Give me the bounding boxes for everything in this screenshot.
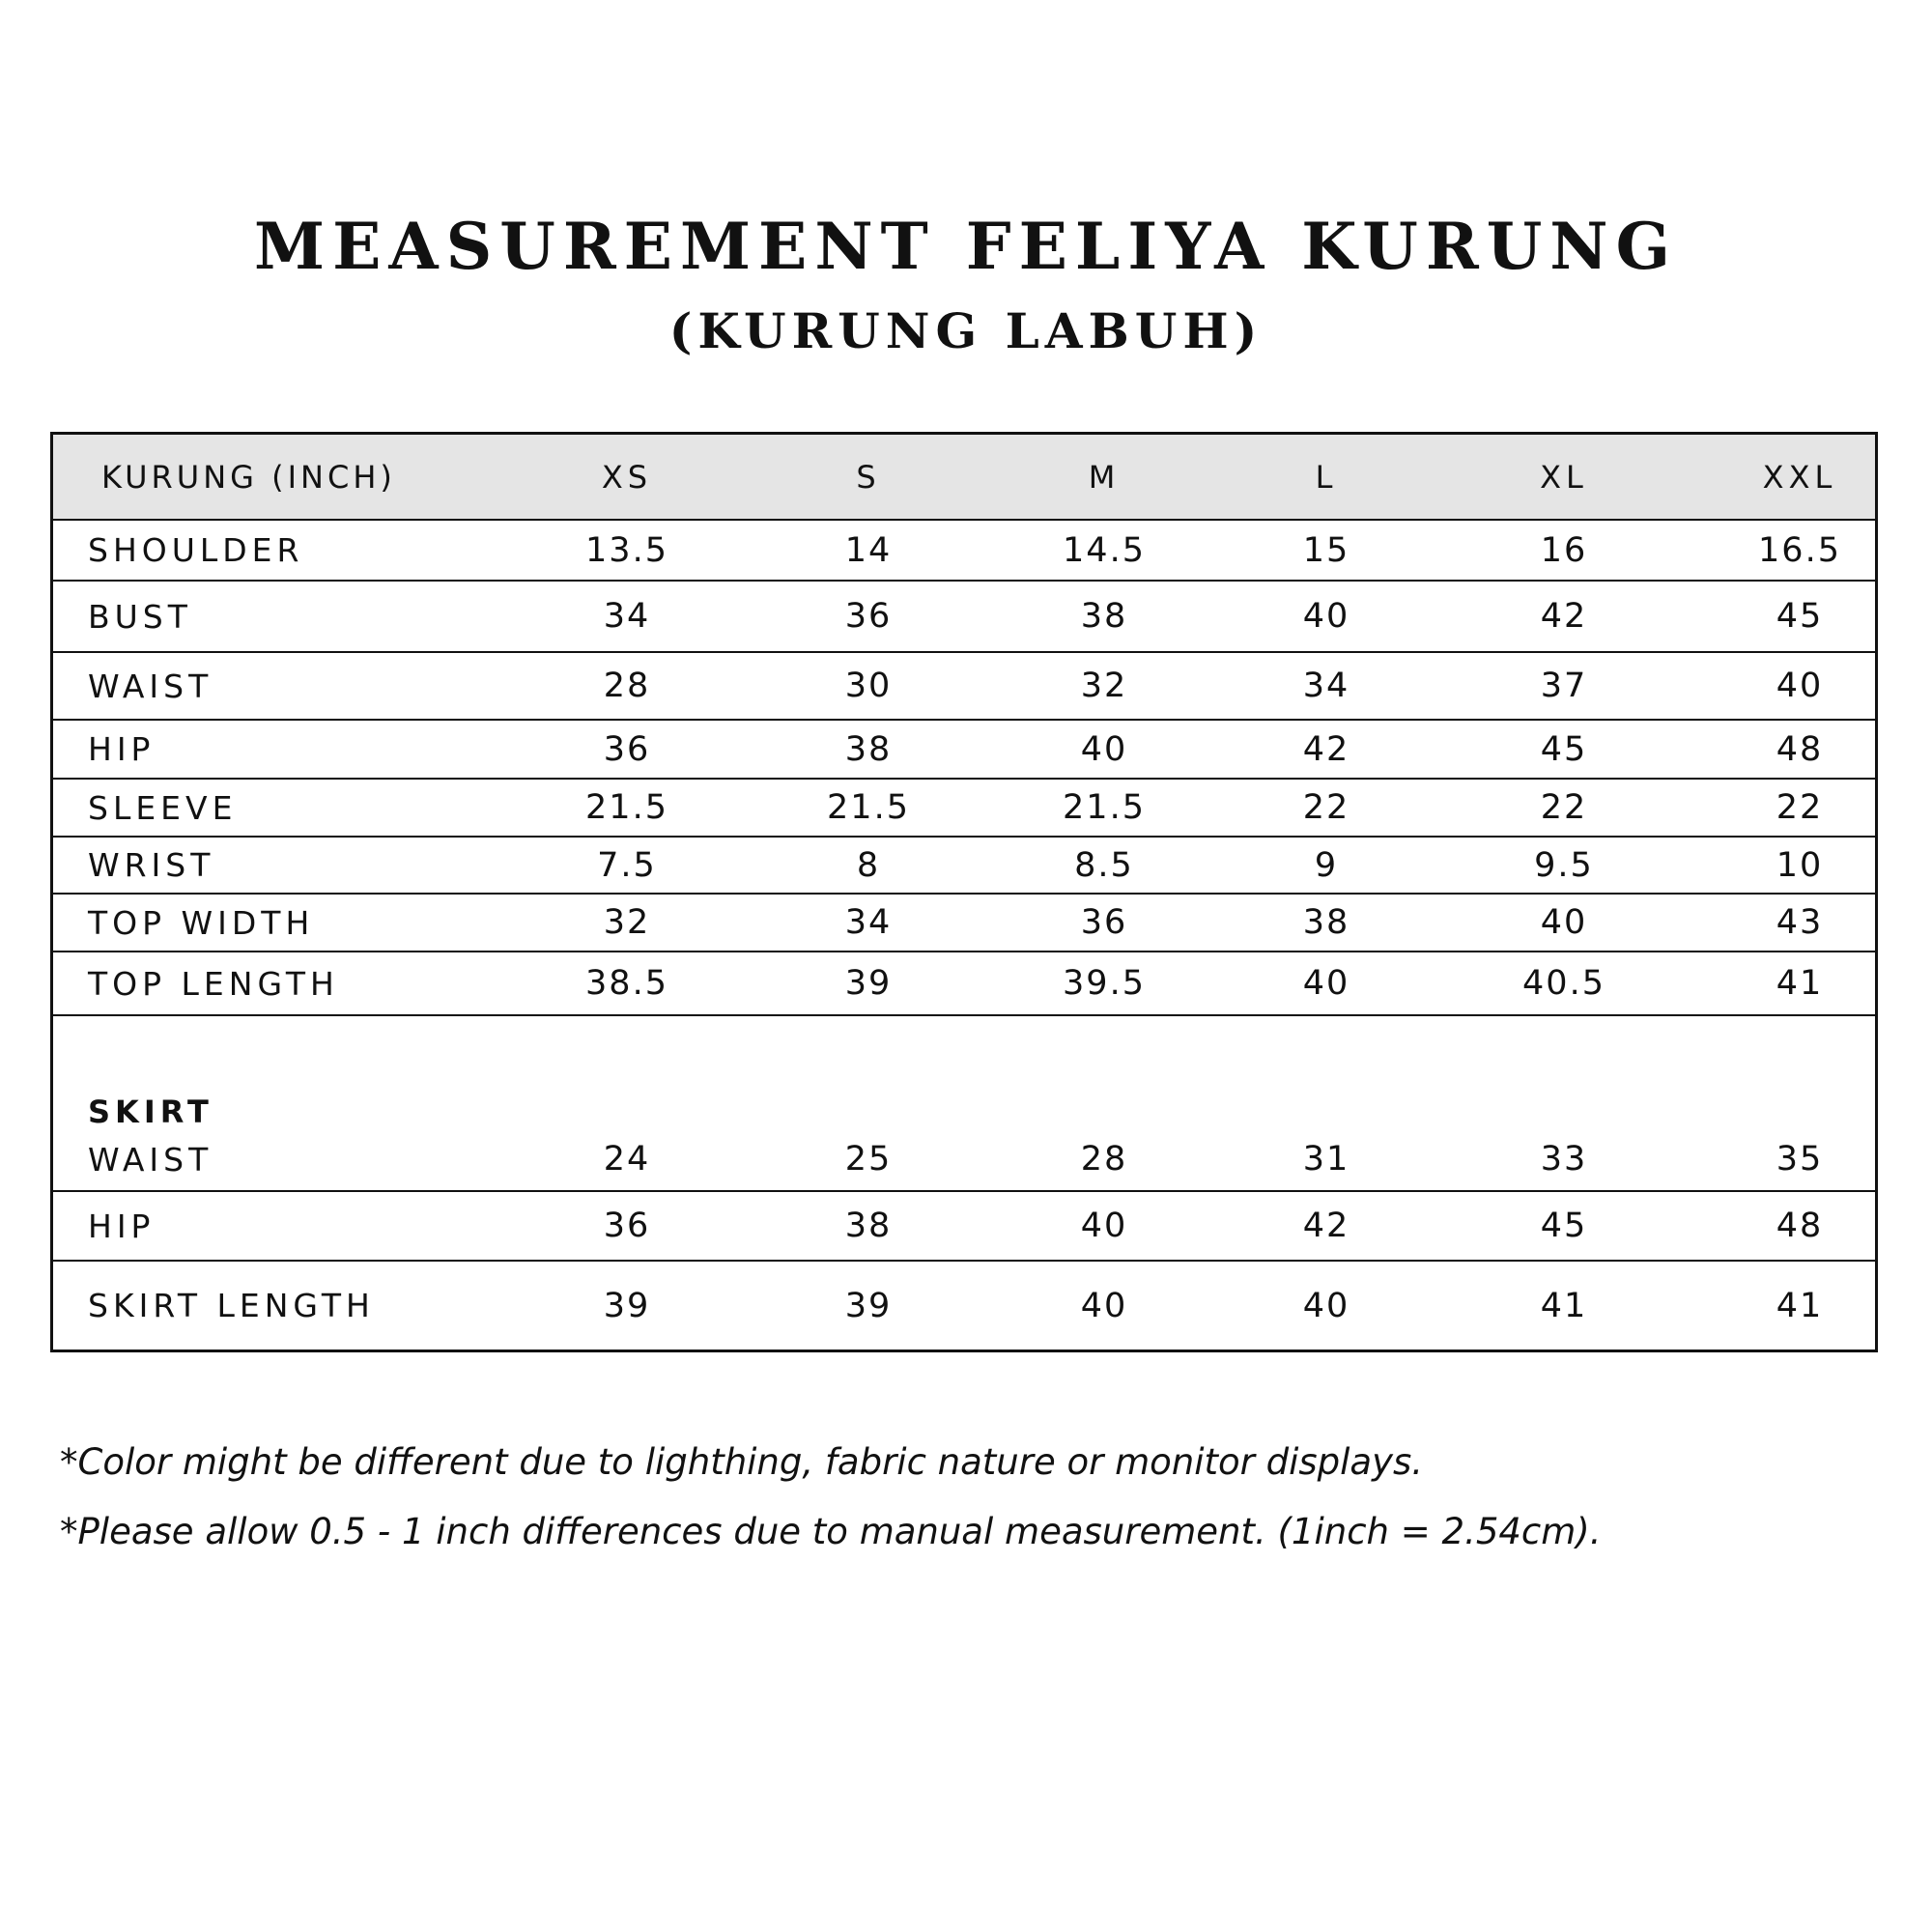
skirt-section-label: SKIRT (88, 1094, 213, 1130)
row-value: 22 (1302, 788, 1350, 827)
row-value: 40 (1080, 1286, 1128, 1325)
row-label: WAIST (88, 667, 213, 705)
row-value: 45 (1540, 1207, 1588, 1245)
header-label: KURUNG (INCH) (101, 458, 396, 496)
row-value: 38 (1302, 903, 1350, 942)
row-value: 40 (1540, 903, 1588, 942)
row-label: SHOULDER (88, 531, 304, 569)
row-value: 45 (1540, 729, 1588, 769)
row-value: 40 (1080, 729, 1128, 769)
row-label: BUST (88, 597, 192, 636)
row-value: 40.5 (1522, 964, 1605, 1003)
table-row (53, 780, 1875, 838)
row-value: 8 (856, 845, 881, 885)
footnote-color: *Color might be different due to lighthing, fabric nature or monitor displays. (60, 1441, 1424, 1483)
row-label: HIP (88, 1207, 156, 1245)
row-value: 9 (1314, 845, 1339, 885)
row-value: 33 (1540, 1140, 1588, 1179)
row-value: 40 (1302, 1286, 1350, 1325)
row-value: 48 (1776, 1207, 1824, 1245)
footnotes (60, 1428, 1601, 1567)
row-value: 21.5 (585, 788, 668, 827)
row-value: 38 (1080, 597, 1128, 636)
row-label: TOP WIDTH (88, 903, 315, 942)
header-size-xxl: XXL (1762, 458, 1837, 496)
row-value: 34 (1302, 667, 1350, 705)
row-value: 39 (844, 1286, 893, 1325)
row-value: 36 (603, 1207, 651, 1245)
row-value: 21.5 (827, 788, 910, 827)
row-value: 36 (603, 729, 651, 769)
row-value: 31 (1302, 1140, 1350, 1179)
table-row (53, 653, 1875, 721)
row-value: 36 (844, 597, 893, 636)
row-value: 14 (844, 530, 893, 570)
row-label: SLEEVE (88, 788, 238, 827)
row-value: 25 (844, 1140, 893, 1179)
header-size-xs: XS (601, 458, 653, 496)
row-value: 41 (1776, 964, 1824, 1003)
footnote-measurement: *Please allow 0.5 - 1 inch differences due to manual measurement. (1inch = 2.54cm). (60, 1511, 1602, 1552)
table-row (53, 721, 1875, 780)
row-value: 34 (603, 597, 651, 636)
row-value: 39 (844, 964, 893, 1003)
table-row (53, 1192, 1875, 1262)
row-value: 48 (1776, 729, 1824, 769)
row-value: 38.5 (585, 964, 668, 1003)
row-value: 45 (1776, 597, 1824, 636)
row-value: 40 (1080, 1207, 1128, 1245)
row-value: 42 (1540, 597, 1588, 636)
row-label: SKIRT LENGTH (88, 1287, 375, 1324)
header-size-m: M (1088, 458, 1121, 496)
row-label: WRIST (88, 846, 215, 884)
header-size-s: S (856, 458, 881, 496)
row-value: 35 (1776, 1140, 1824, 1179)
row-label: WAIST (88, 1140, 213, 1179)
table-row (53, 895, 1875, 952)
row-value: 30 (844, 667, 893, 705)
row-value: 24 (603, 1140, 651, 1179)
row-value: 7.5 (597, 845, 657, 885)
row-value: 22 (1776, 788, 1824, 827)
table-row (53, 1262, 1875, 1350)
row-value: 36 (1080, 903, 1128, 942)
row-value: 39 (603, 1286, 651, 1325)
row-value: 32 (603, 903, 651, 942)
row-value: 40 (1302, 597, 1350, 636)
row-value: 13.5 (585, 530, 668, 570)
row-value: 41 (1540, 1286, 1588, 1325)
row-value: 40 (1776, 667, 1824, 705)
row-label: TOP LENGTH (88, 964, 339, 1003)
row-value: 28 (1080, 1140, 1128, 1179)
row-value: 38 (844, 1207, 893, 1245)
measurement-table (50, 432, 1878, 1352)
row-value: 10 (1776, 845, 1824, 885)
table-row (53, 521, 1875, 582)
row-value: 28 (603, 667, 651, 705)
row-value: 15 (1302, 530, 1350, 570)
row-value: 42 (1302, 1207, 1350, 1245)
row-label: HIP (88, 730, 156, 768)
table-row (53, 838, 1875, 895)
row-value: 16 (1540, 530, 1588, 570)
table-header-row (53, 435, 1875, 521)
row-value: 22 (1540, 788, 1588, 827)
table-row (53, 1128, 1875, 1192)
row-value: 37 (1540, 667, 1588, 705)
header-size-l: L (1315, 458, 1338, 496)
row-value: 41 (1776, 1286, 1824, 1325)
row-value: 39.5 (1063, 964, 1146, 1003)
table-row (53, 582, 1875, 653)
row-value: 38 (844, 729, 893, 769)
row-value: 8.5 (1074, 845, 1134, 885)
row-value: 9.5 (1534, 845, 1594, 885)
table-row (53, 952, 1875, 1016)
row-value: 14.5 (1063, 530, 1146, 570)
row-value: 43 (1776, 903, 1824, 942)
row-value: 32 (1080, 667, 1128, 705)
row-value: 16.5 (1758, 530, 1841, 570)
page-title: MEASUREMENT FELIYA KURUNG (254, 209, 1678, 284)
row-value: 34 (844, 903, 893, 942)
row-value: 40 (1302, 964, 1350, 1003)
row-value: 21.5 (1063, 788, 1146, 827)
page-subtitle: (KURUNG LABUH) (668, 302, 1264, 359)
header-size-xl: XL (1540, 458, 1588, 496)
row-value: 42 (1302, 729, 1350, 769)
